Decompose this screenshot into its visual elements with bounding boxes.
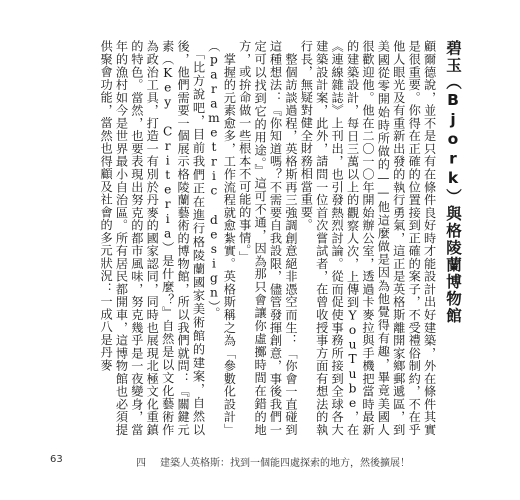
page-number: 63 bbox=[50, 454, 63, 465]
paragraph: 顧爾德說，並不是只有在條件良好時才能設計出好建築，外在條件其實是很重要。你得在正確的位置接到正確的案子，不受禮俗制約，不在乎他人眼光及有重新出發的執行勇氣，這正是英格斯離開家鄉郵遞區，到美國從零開始時所做的——他這麼做是因為他覺得有趣，畢竟美國人很歡迎他。他在二〇一〇年開始辦公室，透過卡麥拉與手機把當時最新的建築設計，每日三萬以上的觀察人次，上傳到YouTube，在《連線雜誌》上刊出，也引發熱烈討論。從而促使事務所接到全球各大建築設計案，此外，請問一位首次嘗試者，在曾收授事方面有想法的執行長，無疑對健全財務相當重要。 bbox=[299, 40, 437, 436]
paragraph: 掌握的元素愈多，工作流程就愈紮實。英格斯稱之為「參數化設計」（parametric design）。 bbox=[206, 40, 237, 437]
paragraph: 「比方說吧，目前我們正在進行格陵蘭國家美術館的建案，自然以後，他們需要一個展示格陵蘭藝術的博物館，所以我們就問：『關鍵元素（Key Criteria）是什麼？』自然是以文化藝術作為政治工具，打造一有別於丹麥的國家認同，同時也展現北極文化重鎮的特色。當然，也要表現出努克的都市風味，努克幾乎是一夜變身，當年的漁村如今是世界最小自治區。所有居民都開車，這博物館也必須提供聚會功能，當然也得顧及社會的多元狀況：一成八是丹麥 bbox=[99, 40, 206, 437]
page-footer bbox=[0, 452, 520, 468]
vertical-text-body bbox=[62, 40, 460, 436]
paragraph: 整個訪談過程，英格斯再三強調創意絕非憑空而生：「你會一直碰到這種想法：『你知道嗎？不需要自我設限，儘管發揮創意，事後我們一定可以找到它的用途。』這可不通，因為那只會讓你虛擲時間在錯的地方，或拚命做一些根本不可能的事情。」 bbox=[237, 40, 298, 437]
section-heading: 碧玉（Bjork）與格陵蘭博物館 bbox=[444, 40, 462, 325]
chapter-number: 四 bbox=[136, 458, 146, 469]
chapter-title: 建築人英格斯：找到一個能四處探索的地方，然後擴展！ bbox=[160, 458, 410, 469]
